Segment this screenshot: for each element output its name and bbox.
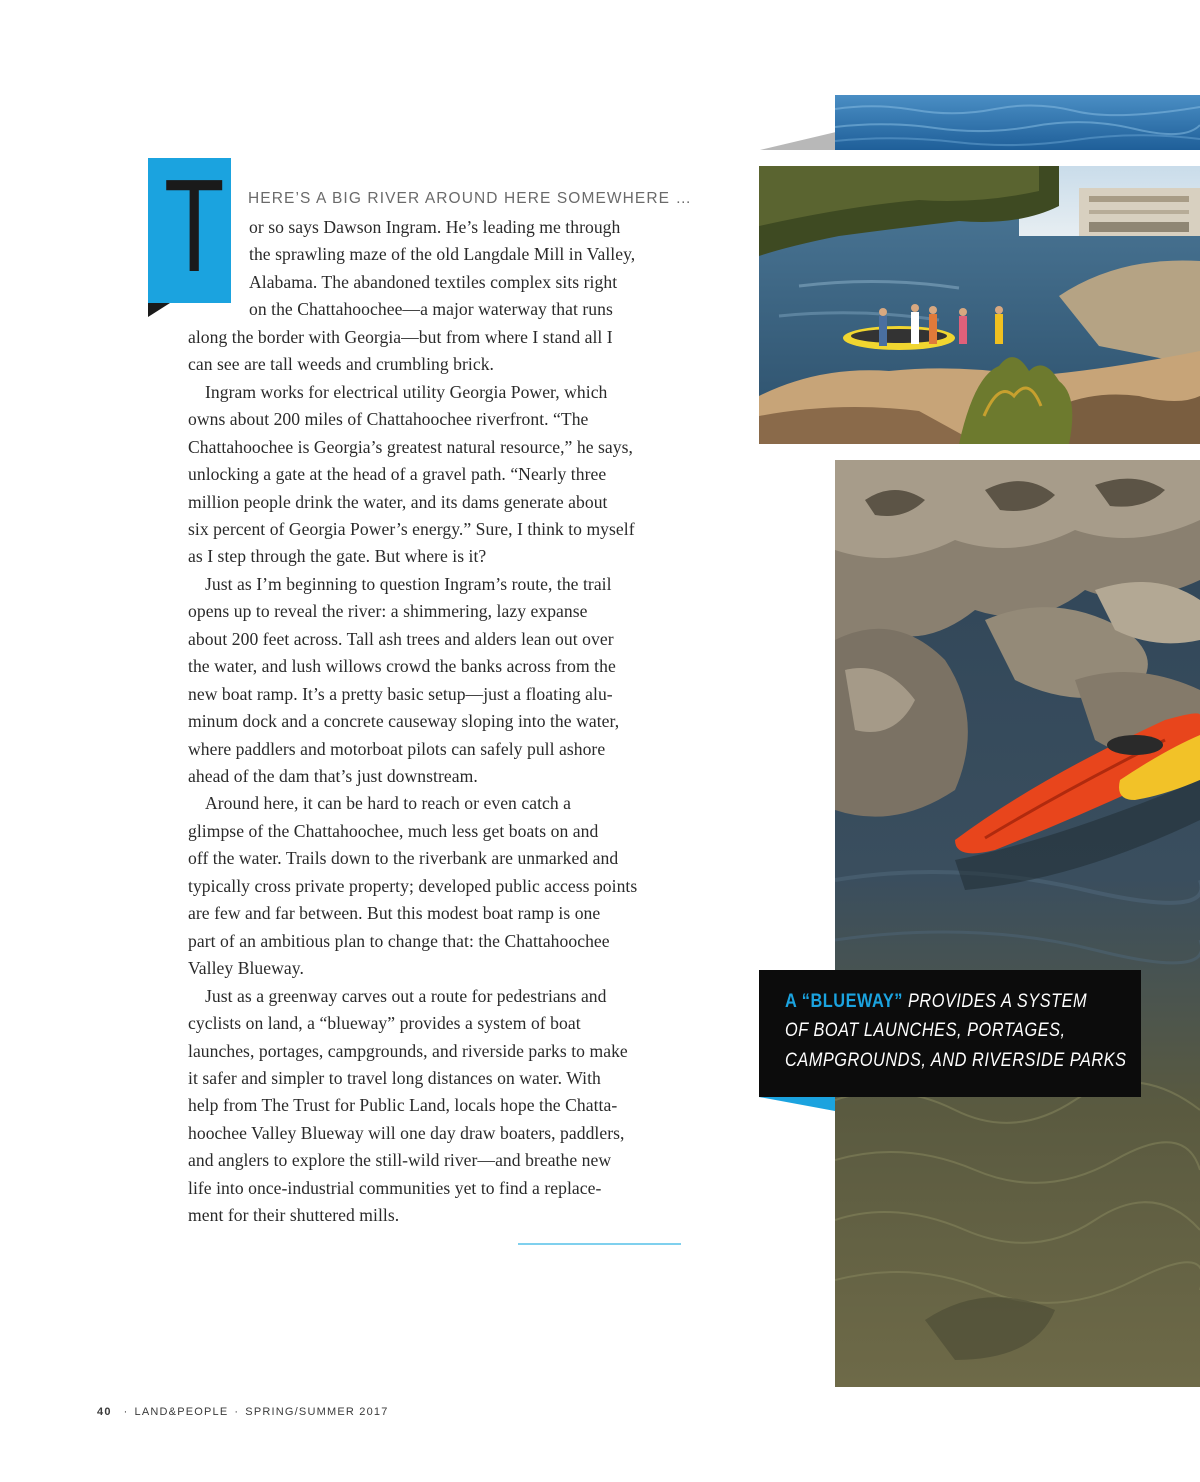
body-text-line: typically cross private property; developed public access points: [188, 876, 638, 896]
body-text-line: as I step through the gate. But where is it?: [188, 546, 487, 566]
body-text-line: Around here, it can be hard to reach or even catch a: [205, 793, 572, 813]
body-text-line: unlocking a gate at the head of a gravel path. “Nearly three: [188, 464, 607, 484]
drop-cap-fold: [148, 303, 170, 317]
body-text-line: Just as a greenway carves out a route for pedestrians and: [205, 986, 607, 1006]
kayaks-photo: [835, 460, 1200, 1387]
drop-cap-letter: T: [164, 152, 225, 299]
end-rule: [518, 1243, 681, 1245]
pull-quote-line-1: [785, 988, 1087, 1016]
publication-name: LAND&PEOPLE: [134, 1406, 229, 1418]
body-text-line: glimpse of the Chattahoochee, much less get boats on and: [188, 821, 599, 841]
body-text-line: the sprawling maze of the old Langdale Mill in Valley,: [249, 244, 636, 264]
body-text-line: Valley Blueway.: [188, 958, 304, 978]
body-text-line: are few and far between. But this modest boat ramp is one: [188, 903, 601, 923]
body-text-line: ahead of the dam that’s just downstream.: [188, 766, 478, 786]
body-text-line: Just as I’m beginning to question Ingram’s route, the trail: [205, 574, 612, 594]
body-text-line: where paddlers and motorboat pilots can safely pull ashore: [188, 739, 606, 759]
body-text-line: and anglers to explore the still-wild river—and breathe new: [188, 1150, 612, 1170]
issue-date: SPRING/SUMMER 2017: [245, 1406, 389, 1418]
body-text-line: new boat ramp. It’s a pretty basic setup—just a floating alu-: [188, 684, 613, 704]
body-text-line: million people drink the water, and its dams generate about: [188, 492, 608, 512]
body-text-line: can see are tall weeds and crumbling brick.: [188, 354, 495, 374]
folio-separator: ·: [234, 1406, 240, 1418]
body-text-line: help from The Trust for Public Land, locals hope the Chatta-: [188, 1095, 618, 1115]
pull-quote-line-2: OF BOAT LAUNCHES, PORTAGES,: [785, 1020, 1066, 1041]
pull-quote-line-1-rest: PROVIDES A SYSTEM: [902, 991, 1088, 1012]
body-text-line: six percent of Georgia Power’s energy.” Sure, I think to myself: [188, 519, 635, 539]
folio-separator: ·: [123, 1406, 129, 1418]
lead-in-text: HERE’S A BIG RIVER AROUND HERE SOMEWHERE …: [248, 190, 693, 207]
folio: [97, 1406, 389, 1418]
body-text-line: along the border with Georgia—but from where I stand all I: [188, 327, 613, 347]
body-text-line: Ingram works for electrical utility Georgia Power, which: [205, 382, 608, 402]
body-text-line: cyclists on land, a “blueway” provides a system of boat: [188, 1013, 581, 1033]
body-text-line: minum dock and a concrete causeway sloping into the water,: [188, 711, 620, 731]
river-photo-top: [835, 95, 1200, 150]
body-text-line: part of an ambitious plan to change that: the Chattahoochee: [188, 931, 610, 951]
body-text-line: life into once-industrial communities yet to find a replace-: [188, 1178, 602, 1198]
body-text-line: it safer and simpler to travel long distances on water. With: [188, 1068, 601, 1088]
body-text-line: off the water. Trails down to the riverbank are unmarked and: [188, 848, 619, 868]
pull-quote-wedge: [759, 1097, 836, 1112]
body-text-line: ment for their shuttered mills.: [188, 1205, 400, 1225]
page-number: 40: [97, 1406, 112, 1418]
pull-quote-line-3: CAMPGROUNDS, AND RIVERSIDE PARKS: [785, 1050, 1127, 1071]
pull-quote-highlight: A “BLUEWAY”: [785, 991, 903, 1012]
body-text-line: on the Chattahoochee—a major waterway that runs: [249, 299, 613, 319]
body-text-line: Alabama. The abandoned textiles complex sits right: [249, 272, 618, 292]
body-text-line: Chattahoochee is Georgia’s greatest natural resource,” he says,: [188, 437, 633, 457]
body-text-line: opens up to reveal the river: a shimmering, lazy expanse: [188, 601, 588, 621]
gray-wedge-shape: [760, 130, 836, 151]
body-text-line: launches, portages, campgrounds, and riverside parks to make: [188, 1041, 628, 1061]
body-text-line: owns about 200 miles of Chattahoochee riverfront. “The: [188, 409, 589, 429]
body-text-line: the water, and lush willows crowd the banks across from the: [188, 656, 616, 676]
rafters-photo: [759, 166, 1200, 444]
body-text-line: or so says Dawson Ingram. He’s leading me through: [249, 217, 621, 237]
body-text-line: hoochee Valley Blueway will one day draw boaters, paddlers,: [188, 1123, 625, 1143]
body-text-line: about 200 feet across. Tall ash trees and alders lean out over: [188, 629, 614, 649]
